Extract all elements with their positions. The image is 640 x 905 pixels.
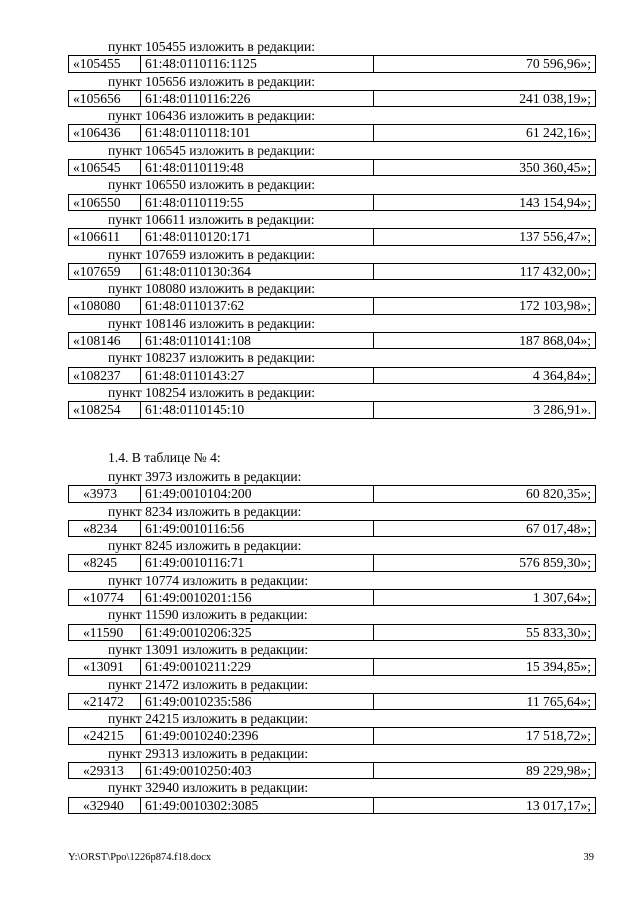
amendment-entry: [68, 176, 596, 211]
value-cell: 55 833,30»;: [526, 624, 591, 640]
item-number-cell: «3973: [69, 486, 141, 501]
item-number-cell: «108146: [69, 333, 141, 348]
item-number-cell: «108254: [69, 402, 141, 417]
amendment-instruction: пункт 106545 изложить в редакции:: [108, 142, 316, 158]
cadastral-number-cell: 61:48:0110145:10: [141, 402, 374, 417]
item-number-cell: «8245: [69, 555, 141, 570]
amendment-entry: [68, 246, 596, 281]
footer-file-path: Y:\ORST\Ppo\1226p874.f18.docx: [68, 852, 212, 863]
amendment-entry: [68, 779, 596, 814]
table-row: [68, 727, 596, 744]
item-number-cell: «108237: [69, 368, 141, 383]
amendment-instruction: пункт 105656 изложить в редакции:: [108, 73, 316, 89]
item-number-cell: «106436: [69, 125, 141, 140]
table-row: [68, 658, 596, 675]
value-cell: 241 038,19»;: [519, 90, 591, 106]
value-cell: 1 307,64»;: [532, 590, 591, 606]
amendment-instruction: пункт 106611 изложить в редакции:: [108, 211, 315, 227]
table-row: [68, 367, 596, 384]
amendment-entry: [68, 676, 596, 711]
amendment-instruction: пункт 29313 изложить в редакции:: [108, 745, 309, 761]
amendment-instruction: пункт 3973 изложить в редакции:: [108, 469, 302, 484]
value-cell: 89 229,98»;: [526, 763, 591, 779]
amendment-instruction: пункт 106436 изложить в редакции:: [108, 108, 316, 124]
value-cell: 187 868,04»;: [519, 333, 591, 349]
value-cell: 11 765,64»;: [526, 693, 591, 709]
table-row: [68, 297, 596, 314]
cadastral-number-cell: 61:49:0010206:325: [141, 625, 374, 640]
amendment-instruction: пункт 21472 изложить в редакции:: [108, 676, 309, 692]
cadastral-number-cell: 61:49:0010235:586: [141, 694, 374, 709]
amendment-entry: [68, 315, 596, 350]
amendment-entry: [68, 38, 596, 73]
value-cell: 61 242,16»;: [526, 125, 591, 141]
amendment-instruction: пункт 106550 изложить в редакции:: [108, 177, 316, 193]
table-row: [68, 554, 596, 571]
cadastral-number-cell: 61:49:0010250:403: [141, 763, 374, 778]
amendment-entry: [68, 503, 596, 538]
item-number-cell: «8234: [69, 521, 141, 536]
item-number-cell: «32940: [69, 798, 141, 813]
table-row: [68, 693, 596, 710]
amendment-instruction: пункт 13091 изложить в редакции:: [108, 641, 309, 657]
table-row: [68, 589, 596, 606]
cadastral-number-cell: 61:48:0110141:108: [141, 333, 374, 348]
cadastral-number-cell: 61:48:0110116:1125: [141, 56, 374, 71]
value-cell: 60 820,35»;: [526, 486, 591, 502]
amendment-instruction: пункт 32940 изложить в редакции:: [108, 780, 309, 796]
cadastral-number-cell: 61:48:0110119:48: [141, 160, 374, 175]
value-cell: 143 154,94»;: [519, 194, 591, 210]
cadastral-number-cell: 61:48:0110120:171: [141, 229, 374, 244]
value-cell: 13 017,17»;: [526, 797, 591, 813]
amendment-entry: [68, 384, 596, 419]
table-row: [68, 520, 596, 537]
value-cell: 117 432,00»;: [519, 263, 591, 279]
amendment-entry: [68, 606, 596, 641]
value-cell: 576 859,30»;: [519, 555, 591, 571]
value-cell: 67 017,48»;: [526, 520, 591, 536]
amendment-instruction: пункт 24215 изложить в редакции:: [108, 711, 309, 727]
amendment-instruction: пункт 8234 изложить в редакции:: [108, 503, 302, 519]
item-number-cell: «11590: [69, 625, 141, 640]
amendment-entry: [68, 107, 596, 142]
amendment-entry: [68, 572, 596, 607]
amendments-table-4: [68, 468, 596, 814]
amendment-entry: [68, 745, 596, 780]
amendment-instruction: пункт 10774 изложить в редакции:: [108, 572, 309, 588]
amendment-instruction: пункт 107659 изложить в редакции:: [108, 246, 316, 262]
amendment-entry: [68, 349, 596, 384]
amendment-entry: [68, 142, 596, 177]
cadastral-number-cell: 61:49:0010201:156: [141, 590, 374, 605]
cadastral-number-cell: 61:48:0110143:27: [141, 368, 374, 383]
item-number-cell: «29313: [69, 763, 141, 778]
cadastral-number-cell: 61:49:0010240:2396: [141, 728, 374, 743]
table-row: [68, 263, 596, 280]
amendment-instruction: пункт 108237 изложить в редакции:: [108, 350, 316, 366]
amendment-instruction: пункт 11590 изложить в редакции:: [108, 607, 308, 623]
cadastral-number-cell: 61:49:0010116:71: [141, 555, 374, 570]
amendment-entry: [68, 710, 596, 745]
cadastral-number-cell: 61:48:0110137:62: [141, 298, 374, 313]
amendments-table-3: [68, 38, 596, 419]
item-number-cell: «105656: [69, 91, 141, 106]
table-row: [68, 124, 596, 141]
amendment-entry: [68, 211, 596, 246]
amendment-instruction: пункт 108254 изложить в редакции:: [108, 384, 316, 400]
value-cell: 172 103,98»;: [519, 298, 591, 314]
item-number-cell: «13091: [69, 659, 141, 674]
value-cell: 17 518,72»;: [526, 728, 591, 744]
cadastral-number-cell: 61:48:0110130:364: [141, 264, 374, 279]
value-cell: 4 364,84»;: [532, 367, 591, 383]
item-number-cell: «106545: [69, 160, 141, 175]
cadastral-number-cell: 61:49:0010116:56: [141, 521, 374, 536]
section-heading: 1.4. В таблице № 4:: [108, 450, 221, 465]
table-row: [68, 194, 596, 211]
item-number-cell: «106611: [69, 229, 141, 244]
amendment-entry: [68, 641, 596, 676]
amendment-instruction: пункт 8245 изложить в редакции:: [108, 538, 302, 554]
amendment-instruction: пункт 108080 изложить в редакции:: [108, 281, 316, 297]
table-row: [68, 55, 596, 72]
table-row: [68, 797, 596, 814]
item-number-cell: «105455: [69, 56, 141, 71]
cadastral-number-cell: 61:49:0010211:229: [141, 659, 374, 674]
table-row: [68, 485, 596, 502]
value-cell: 70 596,96»;: [526, 56, 591, 72]
item-number-cell: «108080: [69, 298, 141, 313]
cadastral-number-cell: 61:48:0110119:55: [141, 195, 374, 210]
amendment-instruction: пункт 108146 изложить в редакции:: [108, 315, 316, 331]
table-row: [68, 624, 596, 641]
item-number-cell: «106550: [69, 195, 141, 210]
table-row: [68, 762, 596, 779]
table-row: [68, 159, 596, 176]
item-number-cell: «24215: [69, 728, 141, 743]
amendment-entry: [68, 468, 596, 503]
table-row: [68, 401, 596, 418]
item-number-cell: «21472: [69, 694, 141, 709]
value-cell: 15 394,85»;: [526, 659, 591, 675]
cadastral-number-cell: 61:48:0110118:101: [141, 125, 374, 140]
table-row: [68, 90, 596, 107]
amendment-instruction: пункт 105455 изложить в редакции:: [108, 39, 316, 54]
cadastral-number-cell: 61:49:0010302:3085: [141, 798, 374, 813]
cadastral-number-cell: 61:48:0110116:226: [141, 91, 374, 106]
table-row: [68, 332, 596, 349]
value-cell: 350 360,45»;: [519, 160, 591, 176]
item-number-cell: «107659: [69, 264, 141, 279]
amendment-entry: [68, 537, 596, 572]
table-row: [68, 228, 596, 245]
amendment-entry: [68, 280, 596, 315]
amendment-entry: [68, 73, 596, 108]
footer-page-number: 39: [583, 852, 594, 863]
cadastral-number-cell: 61:49:0010104:200: [141, 486, 374, 501]
item-number-cell: «10774: [69, 590, 141, 605]
value-cell: 137 556,47»;: [519, 229, 591, 245]
value-cell: 3 286,91».: [533, 402, 591, 418]
